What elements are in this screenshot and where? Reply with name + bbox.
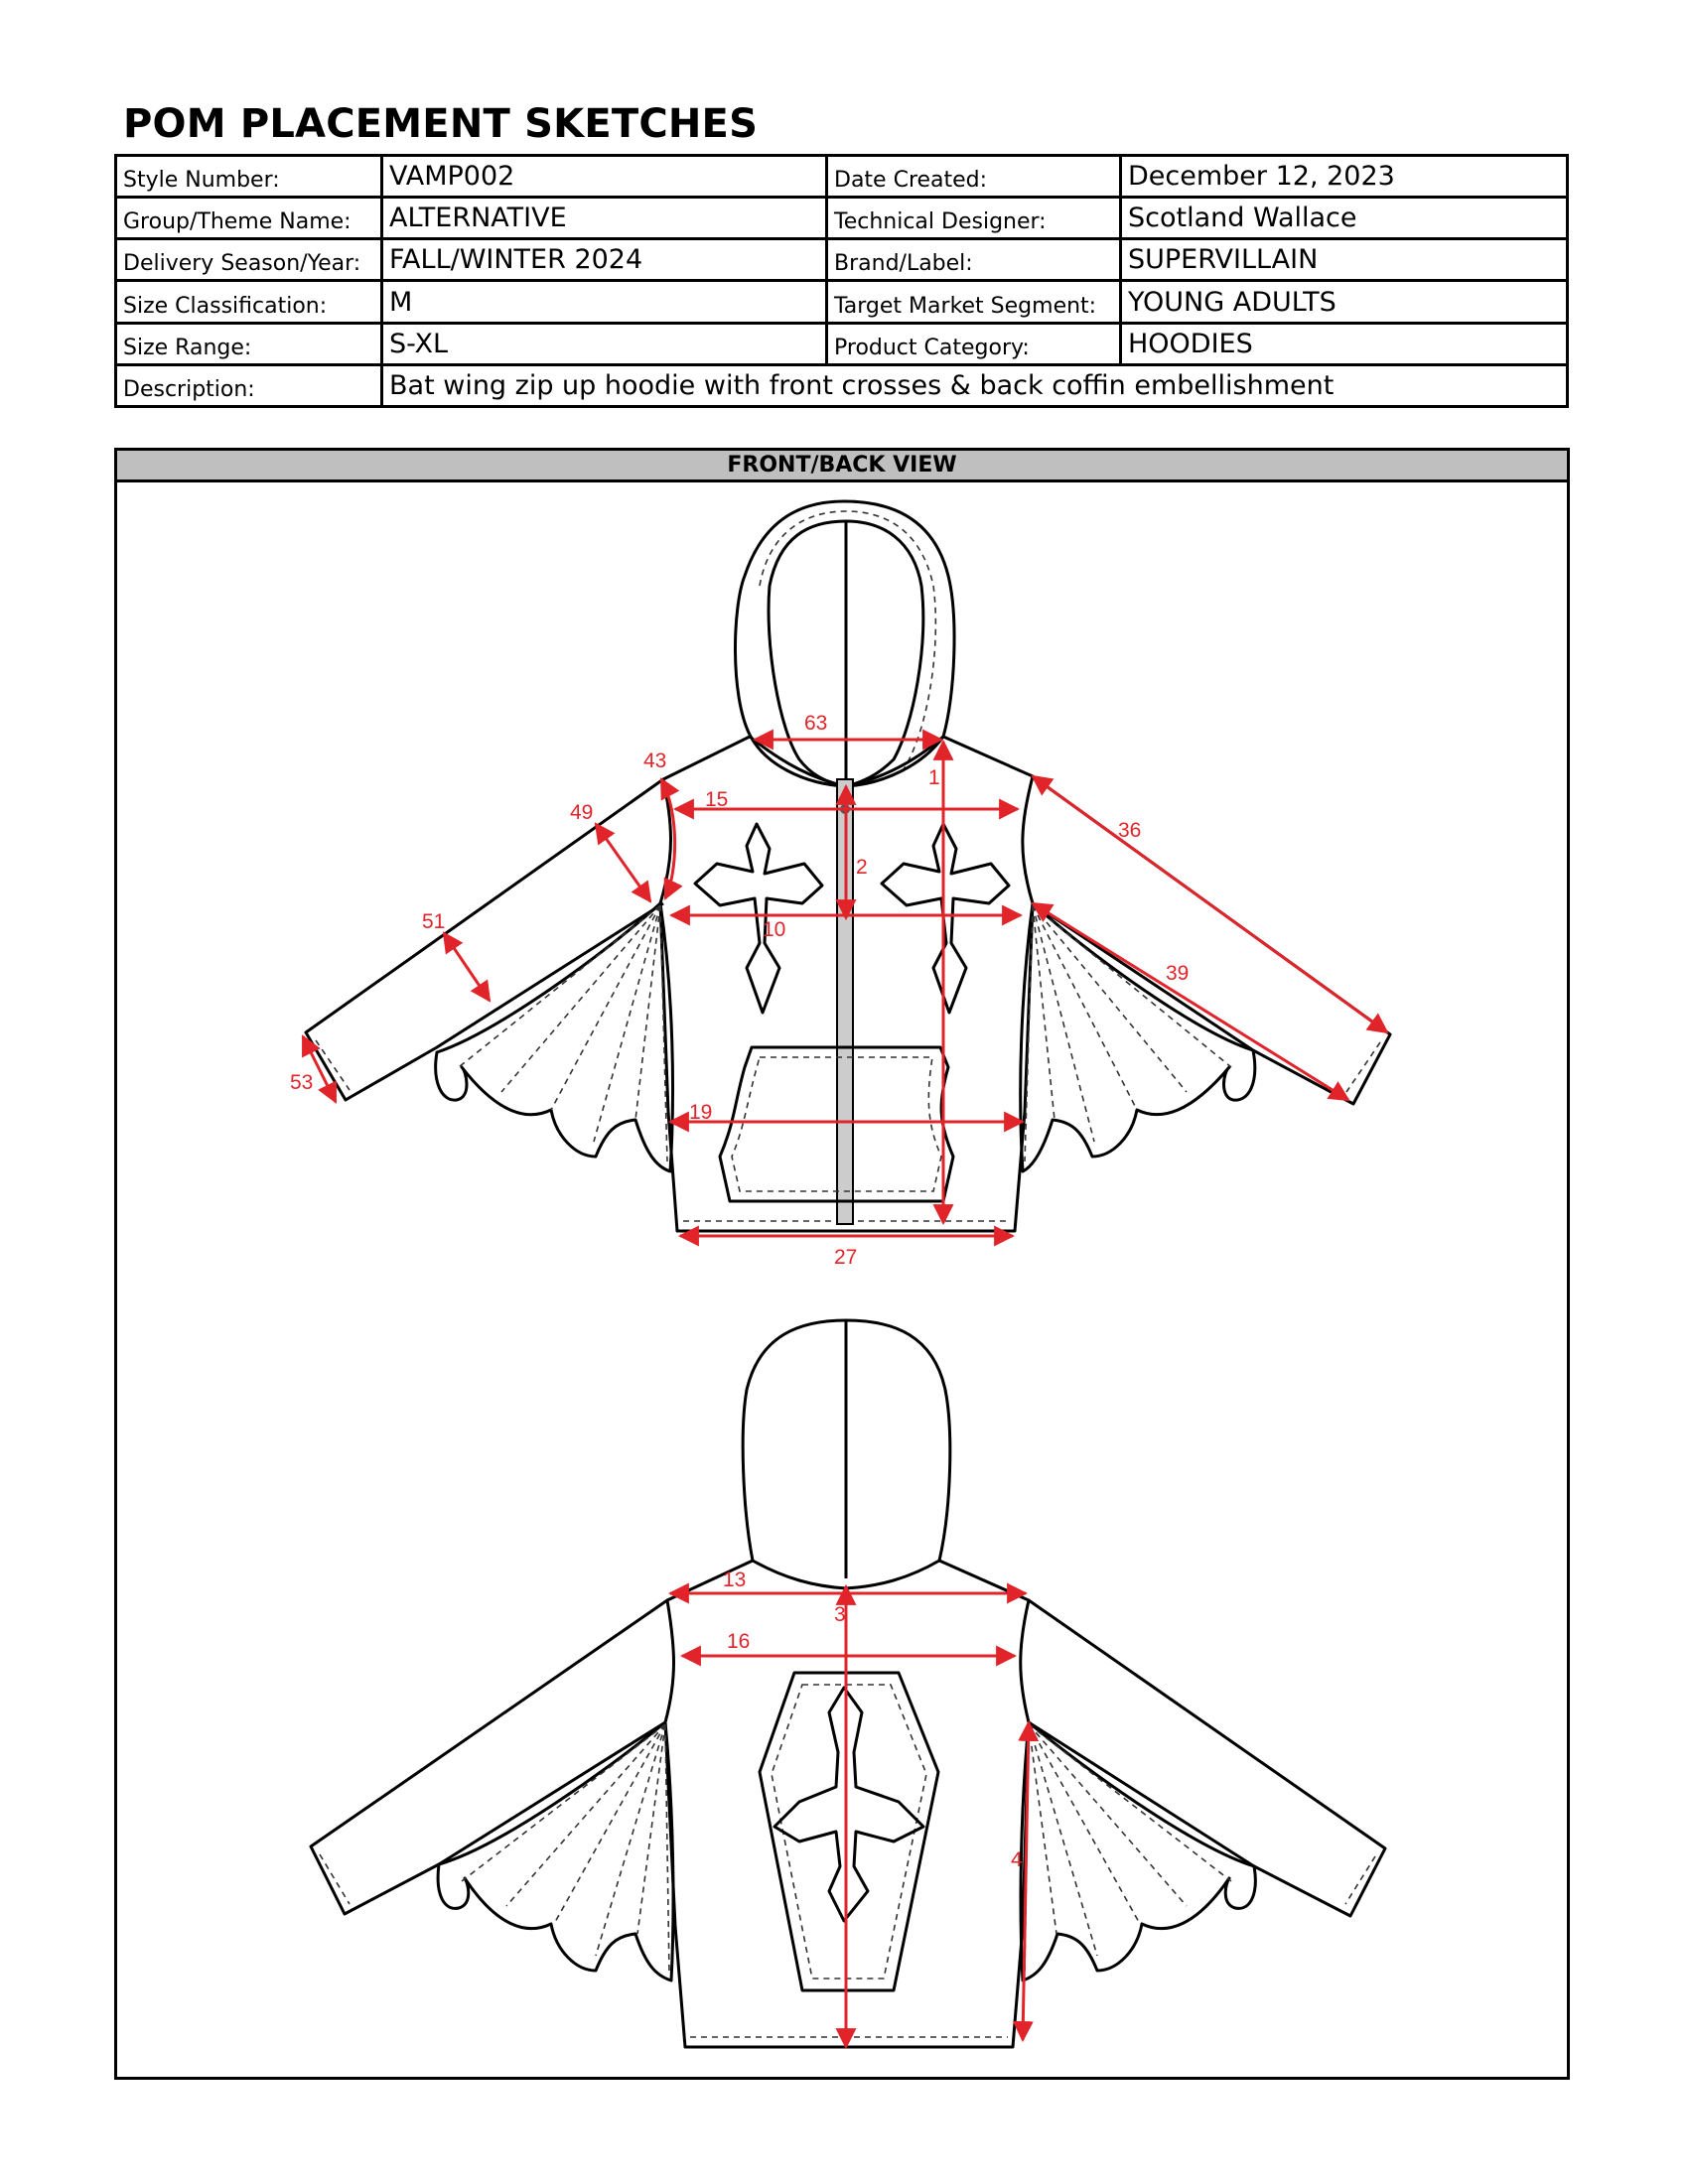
target-market-label: Target Market Segment: <box>827 281 1121 323</box>
front-left-cross <box>695 824 822 1013</box>
date-created-value: December 12, 2023 <box>1121 156 1568 198</box>
pom-label: 2 <box>856 856 868 879</box>
pom-label: 39 <box>1166 962 1190 985</box>
delivery-season-label: Delivery Season/Year: <box>116 239 382 281</box>
technical-designer-label: Technical Designer: <box>827 198 1121 239</box>
pom-label: 16 <box>727 1630 751 1653</box>
back-hoodie-drawing <box>311 1320 1385 2047</box>
pom-label: 49 <box>570 801 594 824</box>
front-right-cross <box>882 824 1009 1013</box>
pom-label: 36 <box>1118 819 1142 842</box>
date-created-label: Date Created: <box>827 156 1121 198</box>
target-market-value: YOUNG ADULTS <box>1121 281 1568 323</box>
pom-label: 27 <box>834 1246 858 1269</box>
back-right-wing <box>1021 1722 1255 1980</box>
size-class-label: Size Classification: <box>116 281 382 323</box>
page-title: POM PLACEMENT SKETCHES <box>123 101 759 147</box>
style-number-value: VAMP002 <box>382 156 827 198</box>
front-right-sleeve <box>1033 776 1390 1104</box>
description-value: Bat wing zip up hoodie with front crosses & back coffin embellishment <box>382 364 1568 406</box>
back-right-sleeve <box>1029 1600 1385 1916</box>
brand-label: Brand/Label: <box>827 239 1121 281</box>
pom-label: 4 <box>1011 1848 1023 1871</box>
style-number-label: Style Number: <box>116 156 382 198</box>
back-pom-labels <box>723 1569 1023 1871</box>
back-left-wing <box>438 1722 673 1980</box>
group-theme-value: ALTERNATIVE <box>382 198 827 239</box>
pom-label: 3 <box>834 1603 846 1626</box>
view-header: FRONT/BACK VIEW <box>117 451 1567 482</box>
front-right-wing <box>1021 903 1255 1171</box>
pom-label: 63 <box>804 712 828 735</box>
delivery-season-value: FALL/WINTER 2024 <box>382 239 827 281</box>
technical-designer-value: Scotland Wallace <box>1121 198 1568 239</box>
back-cross <box>774 1688 923 1921</box>
front-left-sleeve <box>306 779 663 1100</box>
brand-value: SUPERVILLAIN <box>1121 239 1568 281</box>
size-class-value: M <box>382 281 827 323</box>
group-theme-label: Group/Theme Name: <box>116 198 382 239</box>
pom-label: 51 <box>422 910 446 933</box>
pom-label: 19 <box>689 1101 713 1124</box>
pom-label: 10 <box>763 918 786 941</box>
back-left-sleeve <box>311 1600 667 1914</box>
size-range-value: S-XL <box>382 323 827 364</box>
product-category-value: HOODIES <box>1121 323 1568 364</box>
pom-label: 53 <box>290 1071 314 1094</box>
front-left-wing <box>436 903 673 1171</box>
pom-label: 13 <box>723 1569 747 1591</box>
size-range-label: Size Range: <box>116 323 382 364</box>
pom-label: 15 <box>705 788 729 811</box>
pom-label: 43 <box>643 750 667 772</box>
product-category-label: Product Category: <box>827 323 1121 364</box>
description-label: Description: <box>116 364 382 406</box>
pom-label: 1 <box>928 766 940 789</box>
